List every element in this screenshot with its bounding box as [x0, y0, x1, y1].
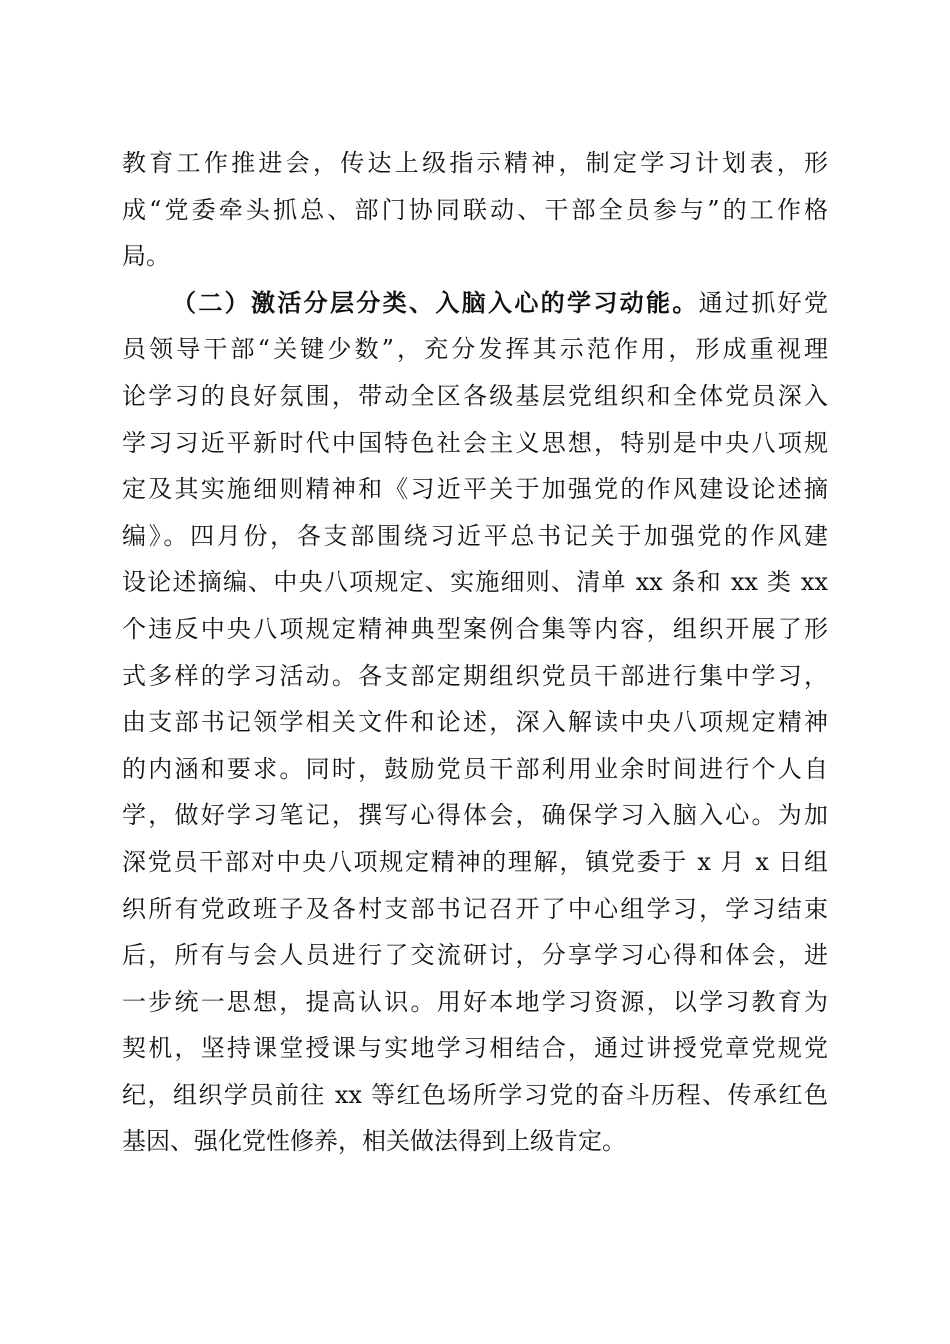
text-line: 局。 — [122, 242, 170, 271]
text-line: 基因、强化党性修养，相关做法得到上级肯定。 — [122, 1127, 626, 1156]
text-line: 员领导干部“关键少数”，充分发挥其示范作用，形成重视理 — [122, 335, 828, 364]
text-line: 深党员干部对中央八项规定精神的理解，镇党委于 x 月 x 日组 — [122, 847, 828, 876]
text-line: 个违反中央八项规定精神典型案例合集等内容，组织开展了形 — [122, 614, 828, 643]
text-line: 由支部书记领学相关文件和论述，深入解读中央八项规定精神 — [122, 708, 828, 737]
paragraph-2 — [122, 280, 828, 1165]
text-line: 教育工作推进会，传达上级指示精神，制定学习计划表，形 — [122, 149, 828, 177]
text-span: 通过抓好党 — [698, 288, 829, 317]
paragraph-1 — [122, 140, 828, 280]
document-page — [122, 140, 828, 1165]
text-line: 式多样的学习活动。各支部定期组织党员干部进行集中学习， — [122, 661, 828, 690]
text-line: 契机，坚持课堂授课与实地学习相结合，通过讲授党章党规党 — [122, 1034, 828, 1063]
text-line: 后，所有与会人员进行了交流研讨，分享学习心得和体会，进 — [122, 941, 828, 970]
text-line: 一步统一思想，提高认识。用好本地学习资源，以学习教育为 — [122, 987, 828, 1016]
text-line: 定及其实施细则精神和《习近平关于加强党的作风建设论述摘 — [122, 475, 828, 504]
text-line: 编》。四月份，各支部围绕习近平总书记关于加强党的作风建 — [122, 521, 828, 550]
text-line: 织所有党政班子及各村支部书记召开了中心组学习，学习结束 — [122, 894, 828, 923]
text-line: 学，做好学习笔记，撰写心得体会，确保学习入脑入心。为加 — [122, 801, 828, 830]
text-line: 的内涵和要求。同时，鼓励党员干部利用业余时间进行个人自 — [122, 754, 828, 783]
text-line: 纪，组织学员前往 xx 等红色场所学习党的奋斗历程、传承红色 — [122, 1080, 828, 1109]
text-line — [122, 280, 828, 327]
text-line: 学习习近平新时代中国特色社会主义思想，特别是中央八项规 — [122, 428, 828, 457]
text-line: 设论述摘编、中央八项规定、实施细则、清单 xx 条和 xx 类 xx — [122, 568, 828, 597]
text-line: 论学习的良好氛围，带动全区各级基层党组织和全体党员深入 — [122, 381, 828, 410]
text-line: 成“党委牵头抓总、部门协同联动、干部全员参与”的工作格 — [122, 195, 828, 224]
section-heading: （二）激活分层分类、入脑入心的学习动能。 — [172, 287, 699, 317]
